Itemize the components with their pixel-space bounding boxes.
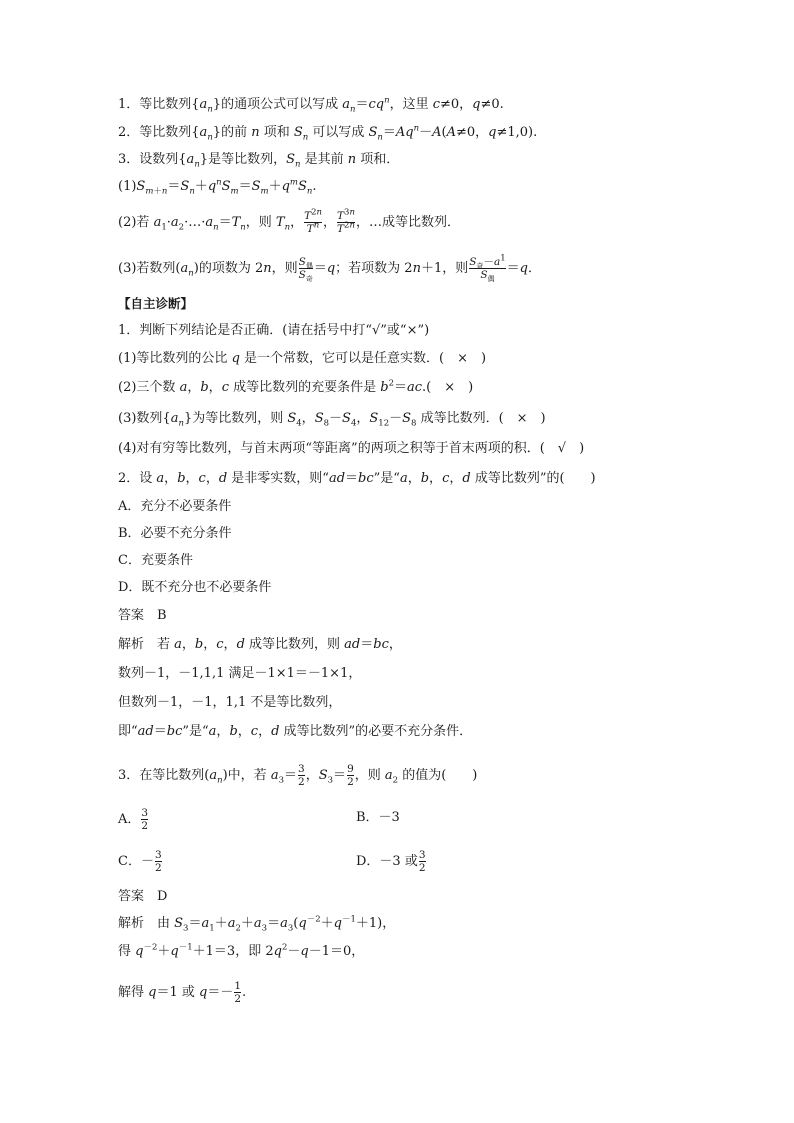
q3-analysis-1: 解析 由 $S_3=a_1+a_2+a_3=a_3(q^{-2}+q^{-1}+1)$， [118,914,396,934]
q2-stem: 2．设 a，b，c，d 是非零实数，则“ad＝bc”是“a，b，c，d 成等比数列”的( ) [118,471,596,486]
q1-item-2: (2)三个数 a，b，c 成等比数列的充要条件是 $b^2=ac$.( × ) [118,378,474,395]
q1-item-4: (4)对有穷等比数列，与首末两项“等距离”的两项之积等于首末两项的积．( √ ) [118,441,585,456]
q3-analysis-2: 得 $q^{-2}+q^{-1}+1=3$，即 $2q^2-q-1=0$， [118,942,365,959]
fraction: $\frac{9}{2}$ [347,763,354,788]
fact-3: 3．设数列$\{a_n\}$是等比数列，$S_n$ 是其前 n 项和． [118,152,400,170]
section-title: 【自主诊断】 [118,296,194,311]
fraction: $\frac{T^{3n}}{T^{2n}}$ [337,207,355,235]
q2-analysis-3: 但数列－1，－1，1,1 不是等比数列， [118,695,342,710]
q3-option-b: B．－3 [356,810,400,825]
fact-2: 2．等比数列$\{a_n\}$的前 n 项和 $S_n$ 可以写成 $S_n=Aq^n-A(A\ne 0$，q≠1,0). [118,123,538,143]
q3-answer: 答案 D [118,889,168,904]
q1-item-1: (1)等比数列的公比 q 是一个常数，它可以是任意实数．( × ) [118,351,487,366]
fraction: $\frac{S_偶}{S_奇}$ [298,256,313,284]
fraction: $\frac{3}{2}$ [418,849,426,874]
fraction: $\frac{S_奇-a^1}{S_偶}$ [469,253,506,284]
fact-3-1: $(1)S_{m+n}=S_n+q^nS_m=S_m+q^mS_n$. [118,177,317,197]
fraction: $\frac{3}{2}$ [154,849,162,874]
fraction: $\frac{T^{2n}}{T^n}$ [304,207,322,235]
fact-3-2: (2)若 $a_1\cdot a_2\cdot\dots\cdot a_n=T_n$，则 $T_n$， $\frac{T^{2n}}{T^n}$ ， $\frac{T^{3n}}{T^{2n}}$ ，…成等比数列． [118,207,460,235]
q1-stem: 1．判断下列结论是否正确．(请在括号中打“√”或“×”) [118,323,430,338]
q3-option-a: A． $\frac{3}{2}$ [118,807,149,832]
q2-analysis-4: 即“ad＝bc”是“a，b，c，d 成等比数列”的必要不充分条件． [118,724,473,739]
fraction: $\frac{1}{2}$ [234,980,242,1005]
q2-option-a: A．充分不必要条件 [118,499,232,514]
q2-option-c: C．充要条件 [118,553,193,568]
q1-item-3: (3)数列$\{a_n\}$为等比数列，则 $S_4$，$S_8-S_4$，$S_{12}-S_8$ 成等比数列．( × ) [118,411,546,429]
q2-analysis-2: 数列－1，－1,1,1 满足－1×1＝－1×1， [118,666,362,681]
q2-option-d: D．既不充分也不必要条件 [118,580,272,595]
q3-option-c: C．－ $\frac{3}{2}$ [118,849,162,874]
fraction: $\frac{3}{2}$ [141,807,149,832]
q2-answer: 答案 B [118,608,167,623]
q3-analysis-3: 解得 q＝1 或 q＝－ $\frac{1}{2}$ . [118,980,247,1005]
q3-stem: 3．在等比数列$(a_n)$中，若 $a_3=$ $\frac{3}{2}$ ，$S_3=$ $\frac{9}{2}$ ，则 $a_2$ 的值为( ) [118,763,478,788]
fact-3-3: (3)若数列$(a_n)$的项数为 2n，则 $\frac{S_偶}{S_奇}$ ＝q；若项数为 2n＋1，则 $\frac{S_奇-a^1}{S_偶}$ ＝q． [118,253,541,284]
q2-option-b: B．必要不充分条件 [118,526,232,541]
q3-option-d: D．－3 或 $\frac{3}{2}$ [356,849,426,874]
q2-analysis-1: 解析 若 a，b，c，d 成等比数列，则 ad＝bc， [118,637,402,652]
fraction: $\frac{3}{2}$ [298,763,305,788]
fact-1: 1．等比数列$\{a_n\}$的通项公式可以写成 $a_n=cq^n$，这里 c≠0，q≠0. [118,95,504,115]
